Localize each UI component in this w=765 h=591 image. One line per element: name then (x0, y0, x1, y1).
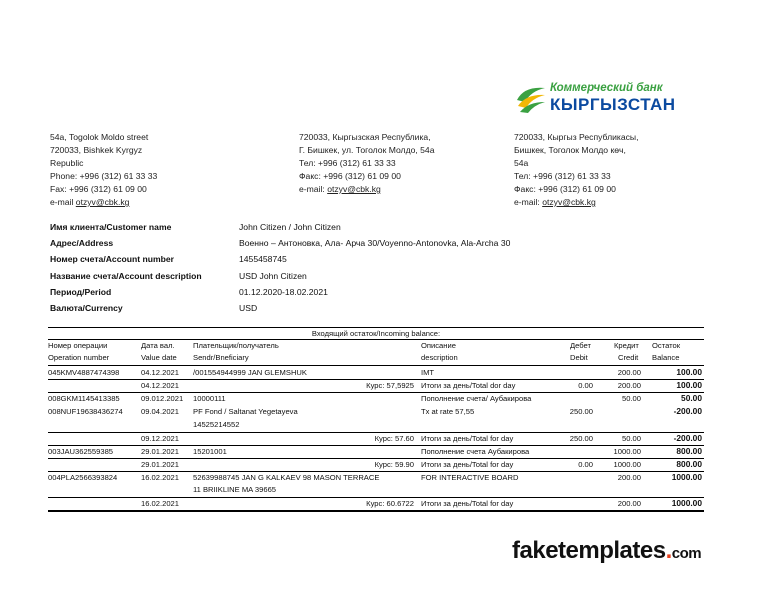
address-line: Г. Бишкек, ул. Тоголок Молдо, 54а (299, 145, 435, 155)
col-description-header-en: description (421, 353, 458, 362)
watermark-tld: com (671, 545, 702, 562)
info-label: Валюта/Currency (50, 302, 123, 313)
incoming-balance-label: Входящий остаток/Incoming balance: (311, 329, 441, 338)
balance: 1000.00 (671, 498, 702, 508)
party: 10000111 (193, 394, 226, 403)
info-value: Военно – Антоновка, Ала- Арча 30/Voyenno-Antonovka, Ala-Archa 30 (239, 238, 511, 249)
credit: 1000.00 (613, 459, 641, 469)
operation-number: 045KMV4887474398 (48, 368, 120, 377)
balance: 50.00 (681, 393, 702, 403)
balance: 800.00 (676, 458, 702, 469)
address-email: e-mail: otzyv@cbk.kg (299, 184, 381, 194)
description: Пополнение счета/ Аубакирова (421, 394, 532, 403)
info-value: 01.12.2020-18.02.2021 (239, 286, 328, 297)
value-date: 04.12.2021 (141, 381, 180, 390)
col-party-header-en: Sendr/Bneficiary (193, 353, 249, 362)
exchange-rate: Курс: 60.6722 (366, 499, 414, 508)
table-rule (48, 458, 704, 459)
description: Tx at rate 57,55 (421, 407, 475, 416)
address-email: e-mail: otzyv@cbk.kg (514, 197, 596, 207)
bank-name-line1: Коммерческий банк (550, 82, 663, 94)
debit: 0.00 (578, 459, 593, 469)
value-date: 16.02.2021 (141, 499, 180, 508)
debit: 0.00 (578, 381, 593, 390)
description: FOR INTERACTIVE BOARD (421, 472, 519, 482)
operation-number: 008NUF19638436274 (48, 407, 123, 416)
debit: 250.00 (569, 433, 593, 443)
table-rule (48, 327, 704, 328)
bank-logo-icon (514, 82, 548, 116)
address-english (50, 131, 157, 209)
address-line: Phone: +996 (312) 61 33 33 (50, 171, 158, 181)
info-value: USD John Citizen (239, 270, 307, 281)
email-link[interactable]: otzyv@cbk.kg (542, 197, 596, 207)
party: PF Fond / Saltanat Yegetayeva (193, 407, 298, 416)
watermark-logo (512, 537, 701, 565)
table-rule (48, 365, 704, 366)
col-value-date-header: Дата вал. (141, 341, 175, 350)
balance: 1000.00 (671, 471, 702, 482)
address-line: Fax: +996 (312) 61 09 00 (50, 184, 147, 194)
address-line: Факс: +996 (312) 61 09 00 (514, 184, 616, 194)
credit: 200.00 (617, 368, 641, 377)
info-label: Номер счета/Account number (50, 254, 174, 265)
info-value: USD (239, 302, 258, 313)
address-line: 54a, Togolok Moldo street (50, 132, 149, 142)
col-debit-header-en: Debit (570, 353, 588, 362)
balance: 100.00 (676, 380, 702, 390)
table-rule (48, 432, 704, 433)
description: IMT (421, 368, 435, 377)
watermark-name: faketemplates (512, 537, 666, 564)
info-label: Период/Period (50, 286, 112, 297)
description: Итоги за день/Total for day (421, 433, 514, 443)
party-detail: 11 BRIIKLINE MA 39665 (193, 485, 277, 494)
address-email: e-mail otzyv@cbk.kg (50, 197, 130, 207)
address-russian (299, 131, 434, 196)
email-link[interactable]: otzyv@cbk.kg (75, 197, 130, 207)
table-rule (48, 379, 704, 380)
exchange-rate: Курс: 57.60 (374, 433, 414, 443)
address-line: Republic (50, 158, 84, 168)
operation-number: 008GKM1145413385 (48, 394, 120, 403)
address-line: 720033, Кыргызская Республика, (299, 132, 431, 142)
operation-number: 003JAU362559385 (48, 446, 114, 456)
table-rule (48, 511, 704, 512)
description: Итоги за день/Total for day (421, 459, 514, 469)
col-balance-header-en: Balance (652, 353, 680, 362)
table-rule (48, 471, 704, 472)
col-value-date-header-en: Value date (141, 353, 177, 362)
col-description-header: Описание (421, 341, 456, 350)
info-value: 1455458745 (239, 254, 287, 265)
info-value: John Citizen / John Citizen (239, 222, 341, 232)
balance: -200.00 (673, 406, 702, 416)
watermark-dot: . (665, 537, 672, 564)
exchange-rate: Курс: 57,5925 (366, 381, 414, 390)
bank-name-line2: КЫРГЫЗСТАН (550, 95, 676, 114)
col-credit-header: Кредит (614, 341, 639, 350)
description: Итоги за день/Total dor day (421, 381, 516, 390)
col-operation-number-header-en: Operation number (48, 353, 110, 362)
party: 52639988745 JAN G KALKAEV 98 MASON TERRACE (193, 472, 380, 482)
debit: 250.00 (569, 407, 593, 416)
address-line: Тел: +996 (312) 61 33 33 (514, 171, 611, 181)
credit: 1000.00 (613, 446, 641, 456)
address-line: Факс: +996 (312) 61 09 00 (299, 171, 401, 181)
party: /001554944999 JAN GLEMSHUK (193, 368, 307, 377)
credit: 200.00 (617, 472, 641, 482)
credit: 50.00 (621, 394, 641, 403)
address-line: 54а (514, 158, 529, 168)
address-line: Бишкек, Тоголок Молдо көч, (514, 145, 626, 155)
info-label: Название счета/Account description (50, 270, 202, 281)
credit: 50.00 (621, 433, 641, 443)
description: Пополнение счета Аубакирова (421, 446, 530, 456)
operation-number: 004PLA2566393824 (48, 472, 118, 482)
credit: 200.00 (617, 499, 641, 508)
info-label: Имя клиента/Customer name (50, 222, 172, 232)
party: 15201001 (193, 446, 227, 456)
email-link[interactable]: otzyv@cbk.kg (327, 184, 381, 194)
col-debit-header: Дебет (570, 341, 591, 350)
party-detail: 14525214552 (193, 419, 240, 429)
value-date: 09.12.2021 (141, 433, 180, 443)
value-date: 04.12.2021 (141, 368, 180, 377)
table-rule (48, 392, 704, 393)
address-line: Тел: +996 (312) 61 33 33 (299, 158, 396, 168)
info-label: Адрес/Address (50, 238, 114, 249)
value-date: 09.04.2021 (141, 407, 180, 416)
value-date: 09.012.2021 (141, 394, 184, 403)
col-party-header: Плательщик/получатель (193, 341, 279, 350)
col-balance-header: Остаток (652, 341, 681, 350)
table-rule (48, 339, 704, 340)
table-rule (48, 497, 704, 498)
balance: 800.00 (676, 445, 702, 456)
exchange-rate: Курс: 59.90 (374, 459, 414, 469)
col-operation-number-header: Номер операции (48, 341, 108, 350)
value-date: 29.01.2021 (141, 459, 180, 469)
address-line: 720033, Bishkek Kyrgyz (50, 145, 143, 155)
col-credit-header-en: Credit (618, 353, 639, 362)
value-date: 29.01.2021 (141, 446, 180, 456)
balance: -200.00 (673, 432, 702, 443)
address-kyrgyz (514, 131, 638, 209)
address-line: 720033, Кыргыз Республикасы, (514, 132, 639, 142)
balance: 100.00 (676, 367, 702, 377)
value-date: 16.02.2021 (141, 472, 180, 482)
table-rule (48, 445, 704, 446)
description: Итоги за день/Total for day (421, 499, 514, 508)
bank-logo (514, 80, 694, 120)
credit: 200.00 (617, 381, 641, 390)
